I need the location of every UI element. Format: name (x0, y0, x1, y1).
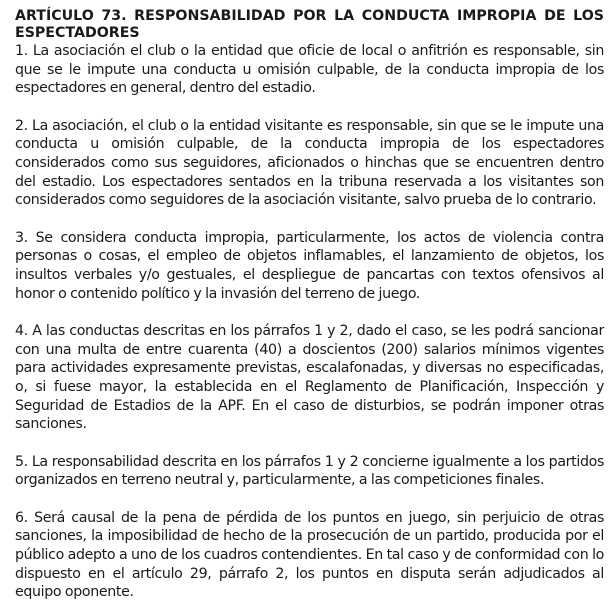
paragraph-2: 2. La asociación, el club o la entidad visitante es responsable, sin que se le impute una conducta u omisión culpable, de la conducta impropia de los espectadores considerados como sus seguidores, aficionados o hinchas que se encuentren dentro del estadio. Los espectadores sentados en la tribuna reservada a los visitantes son considerados como seguidores de la asociación visitante, salvo prueba de lo contrario. (15, 117, 604, 209)
paragraph-1: 1. La asociación el club o la entidad que oficie de local o anfitrión es responsable, sin que se le impute una conducta u omisión culpable, de la conducta impropia de los espectadores en general, dentro del estadio. (15, 43, 604, 97)
paragraph-6: 6. Será causal de la pena de pérdida de los puntos en juego, sin perjuicio de otras sanciones, la imposibilidad de hecho de la prosecución de un partido, producida por el público adepto a uno de los cuadros contendientes. En tal caso y de conformidad con lo dispuesto en el artículo 29, párrafo 2, los puntos en disputa serán adjudicados al equipo oponente. (15, 509, 604, 601)
article-title: ARTÍCULO 73. RESPONSABILIDAD POR LA CONDUCTA IMPROPIA DE LOS ESPECTADORES (15, 8, 604, 41)
paragraph-3: 3. Se considera conducta impropia, particularmente, los actos de violencia contra personas o cosas, el empleo de objetos inflamables, el lanzamiento de objetos, los insultos verbales y/o gestuales, el despliegue de pancartas con textos ofensivos al honor o contenido político y la invasión del terreno de juego. (15, 229, 604, 302)
paragraph-4: 4. A las conductas descritas en los párrafos 1 y 2, dado el caso, se les podrá sancionar con una multa de entre cuarenta (40) a doscientos (200) salarios mínimos vigentes para actividades expresamente previstas, escalafonadas, y diversas no especificadas, o, si fuese mayor, la establecida en el Reglamento de Planificación, Inspección y Seguridad de Estadios de la APF. En el caso de disturbios, se podrán imponer otras sanciones. (15, 323, 604, 433)
paragraph-5: 5. La responsabilidad descrita en los párrafos 1 y 2 concierne igualmente a los partidos organizados en terreno neutral y, particularmente, a las competiciones finales. (15, 453, 604, 489)
